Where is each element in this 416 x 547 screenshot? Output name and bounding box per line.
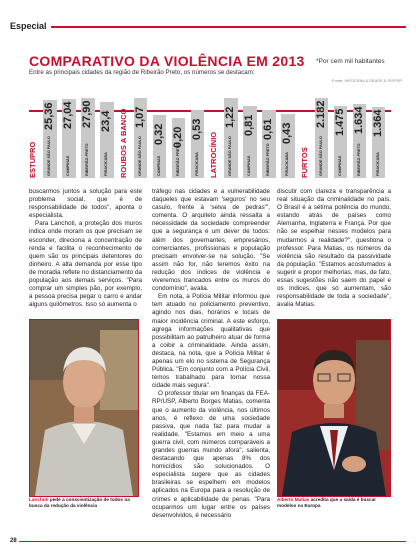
chart-subtitle: Entre as principais cidades da região de Ribeirão Preto, os números se destacam: (29, 69, 255, 76)
caption-text: pede a conscientização de todos na busca da redução da violência (29, 497, 130, 508)
bar-value-label: 0,81 (243, 114, 255, 137)
article-column-1 (29, 188, 142, 309)
page-number: 28 (10, 538, 17, 544)
bar-value-label: 0,32 (152, 123, 165, 145)
crime-label: FURTOS (299, 147, 309, 178)
bar (224, 98, 238, 178)
bar-city-label: GRANDE SÃO PAULO (47, 136, 51, 176)
caption-left (29, 497, 137, 509)
chart-source: Fonte: INFOCRIM & SEADE & SSP/SP (332, 78, 403, 83)
bar-city-label: CAMPINAS (337, 155, 342, 176)
article-paragraph: Em nota, a Polícia Militar informou que tem atuado no policiamento preventivo, agindo nos dias, horários e locais de maior incidência criminal. A este esforço, agrega informações qualitativas que possibilitam ao patrulheiro atuar de forma a coibir a criminalidade. Ainda assim, destaca, na nota, que a Polícia Militar é apenas um elo no sistema de Segurança Pública. "Em conjunto com a Polícia Civil, temos trabalhado para tornar nossa cidade mais segura". (152, 293, 270, 390)
caption-text: acredita que a saída é buscar modelos na Europa (277, 497, 377, 508)
caption-name: Alberto Matias (277, 497, 310, 502)
article-paragraph: tráfego nas cidades e a vulnerabilidade daqueles que estavam 'seguros' no seu casulo, frente à 'selva de pedras'", comenta. O arquiteto ainda ressalta a necessidade da sociedade compreender que a segurança é um dever de todos: além dos governantes, empresários, comerciantes, profissionais e população precisam envolver-se na solução. "Se assim não for, não teremos êxito na redução dos índices de violência e viveremos trancados entre os muros do condomínio", avalia. (152, 188, 270, 293)
footer-rule (19, 541, 406, 542)
article-paragraph: Para Lanchoti, a proteção dos muros indica onde moram os que precisam se esconder, direciona a concentração de renda e facilita o reconhecimento de quem são os principais detentores do dinheiro. A alta demanda por esse tipo de moradia reflete no distanciamento da população aos demais serviços. "Para comprar um simples pão, por exemplo, a pessoa precisa pegar o carro e andar alguns quilômetros. Isso só aumenta o (29, 220, 142, 309)
bar-value-label: 23,4 (100, 110, 112, 132)
chart-unit-note: *Por cem mil habitantes (316, 58, 385, 65)
bar (281, 114, 295, 178)
bar-value-label: 0,43 (281, 122, 293, 144)
bar (62, 99, 76, 178)
crime-label: ROUBOS A BANCO (118, 108, 128, 178)
article-paragraph: buscarmos juntos a solução para este problema social, que é de responsabilidade de todos", aponta o especialista. (29, 188, 142, 220)
bar-city-label: CAMPINAS (66, 155, 70, 176)
caption-name: Lanchoti (29, 497, 49, 502)
bar (134, 98, 148, 178)
crime-label: ESTUPRO (28, 141, 37, 178)
section-label: Especial (10, 21, 51, 31)
bar-city-label: PIRACICABA (285, 152, 289, 176)
bar (43, 100, 57, 178)
bar (81, 98, 95, 178)
bar-city-label: PIRACICABA (194, 152, 199, 176)
article-column-3 (277, 188, 391, 309)
caption-right (277, 497, 391, 509)
bar (353, 104, 367, 178)
header-rule (10, 26, 406, 28)
bar (172, 118, 186, 178)
bar-city-label: RIBEIRÃO PRETO (85, 143, 89, 176)
bar-value-label: 2.182 (314, 100, 327, 128)
bar-city-label: RIBEIRÃO PRETO (266, 143, 270, 176)
chart-title: COMPARATIVO DA VIOLÊNCIA EM 2013 (29, 53, 305, 69)
bar-value-label: 1.364 (371, 109, 384, 137)
bar (315, 98, 329, 178)
bar (334, 106, 348, 178)
bar-value-label: 0,61 (262, 118, 274, 140)
article-paragraph: O professor titular em finanças da FEA-RP/USP, Alberto Borges Matias, comenta que o aumento da violência, nos últimos anos, é reflexo de uma sociedade passiva, que nada faz para mudar a realidade. "Estamos em meio a uma guerra civil, com números comparáveis a grandes guerras mundo afora", salienta, destacando que apenas 8% dos homicídios são solucionados. O especialista sugere que as cidades brasileiras se espelhem em modelos aplicados na Europa para a resolução de crimes e aplicabilidade de penas. "Para ocuparmos um lugar entre os países desenvolvidos, é necessário (152, 390, 270, 519)
bar-city-label: PIRACICABA (104, 152, 108, 176)
article-paragraph: discutir com clareza e transparência a real situação da criminalidade no país. O Brasil é a sétima potência do mundo, estando atrás de países como Alemanha, Inglaterra e França. Por que não se espelhar nesses modelos para mudarmos a realidade?", questiona o professor. Para Matias, os números da violência são resultado da passividade da população. "Estamos acostumados a sugerir e propor melhorias, mas, de fato, essas sugestões não saem do papel e os índices, que só aumentam, são responsabilidade de toda a sociedade", avalia Matias. (277, 188, 391, 309)
bar-value-label: 1,22 (224, 106, 236, 128)
photo-matias (277, 319, 391, 497)
bar-city-label: GRANDE SÃO PAULO (228, 136, 232, 176)
bar-value-label: 27,90 (81, 100, 93, 128)
bar-city-label: CAMPINAS (247, 155, 251, 176)
bar (191, 110, 205, 178)
bar-value-label: 1.475 (333, 108, 346, 136)
matias-portrait (278, 320, 390, 496)
bar-value-label: 0,20 (171, 126, 184, 148)
bar-value-label: 1,07 (133, 106, 146, 128)
bar (262, 110, 276, 178)
crime-label: LATROCÍNIO (209, 131, 218, 178)
bar-city-label: PIRACICABA (375, 152, 380, 176)
bar-city-label: GRANDE SÃO PAULO (137, 136, 142, 176)
crime-bar-chart (29, 82, 391, 178)
bar-city-label: RIBEIRÃO PRETO (175, 143, 180, 176)
bar-value-label: 27,04 (62, 101, 74, 129)
bar-city-label: GRANDE SÃO PAULO (318, 136, 323, 176)
bar (372, 107, 386, 178)
bar-city-label: RIBEIRÃO PRETO (356, 143, 361, 176)
bar (153, 115, 167, 178)
article-column-2 (152, 188, 270, 520)
bar-value-label: 25,36 (43, 102, 55, 131)
photo-lanchoti (29, 319, 139, 497)
bar-value-label: 1.634 (352, 106, 365, 135)
bar (100, 102, 114, 178)
bar (243, 106, 257, 178)
lanchoti-portrait (30, 320, 138, 496)
bar-city-label: CAMPINAS (156, 155, 161, 176)
bar-value-label: 0,53 (190, 118, 203, 141)
